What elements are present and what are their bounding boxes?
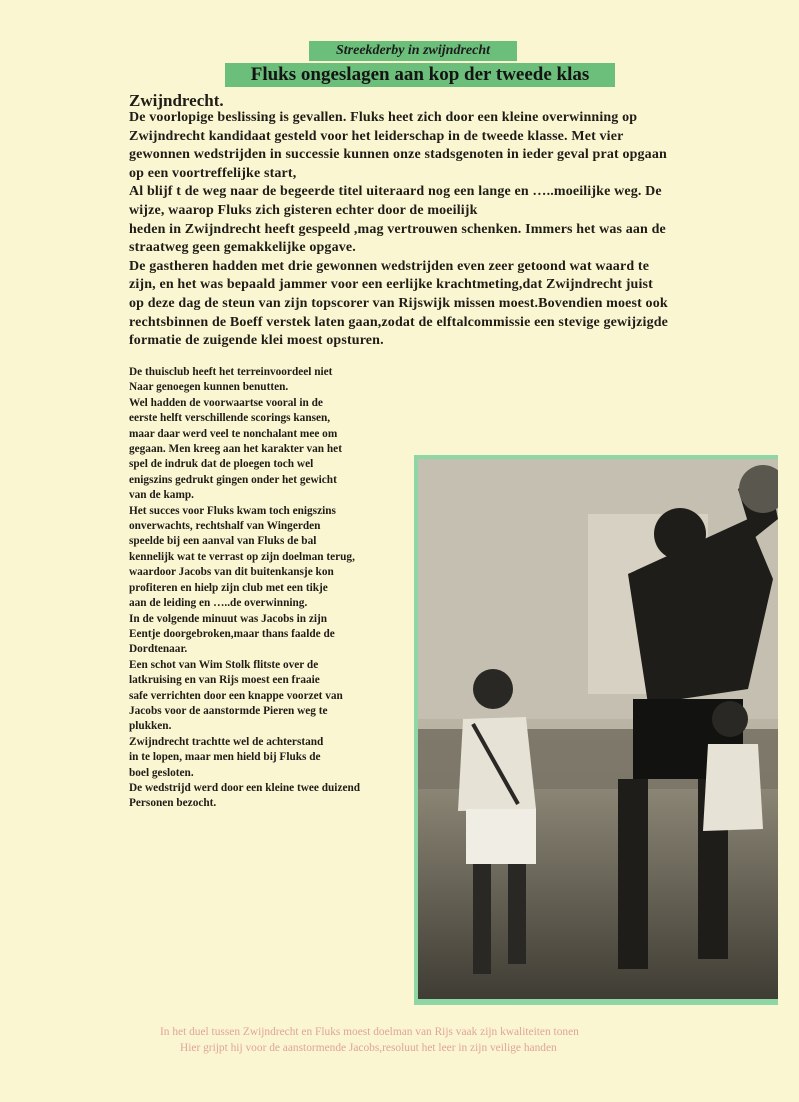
column-line: kennelijk wat te verrast op zijn doelman terug, bbox=[129, 550, 355, 563]
column-line: spel de indruk dat de ploegen toch wel bbox=[129, 458, 314, 471]
column-line: Naar genoegen kunnen benutten. bbox=[129, 381, 289, 394]
lead-line: Al blijf t de weg naar de begeerde titel uiteraard nog een lange en …..moeilijke weg. De bbox=[129, 184, 662, 200]
lead-line: De gastheren hadden met drie gewonnen wedstrijden even zeer getoond wat waard te bbox=[129, 258, 650, 274]
column-line: Het succes voor Fluks kwam toch enigszins bbox=[129, 504, 336, 517]
article-headline: Fluks ongeslagen aan kop der tweede klas bbox=[225, 63, 615, 87]
lead-line: formatie de zuigende klei moest opsturen. bbox=[129, 333, 384, 349]
column-line: van de kamp. bbox=[129, 489, 194, 502]
column-line: Personen bezocht. bbox=[129, 797, 217, 810]
column-line: De wedstrijd werd door een kleine twee duizend bbox=[129, 781, 361, 794]
lead-line: heden in Zwijndrecht heeft gespeeld ,mag vertrouwen schenken. Immers het was aan de bbox=[129, 221, 666, 237]
column-line: maar daar werd veel te nonchalant mee om bbox=[129, 427, 338, 440]
column-line: plukken. bbox=[129, 720, 172, 733]
lead-line: zijn, en het was bepaald jammer voor een eerlijke krachtmeting,dat Zwijndrecht juist bbox=[129, 277, 653, 293]
column-line: boel gesloten. bbox=[129, 766, 194, 779]
column-line: waardoor Jacobs van dit buitenkansje kon bbox=[129, 566, 334, 579]
column-line: enigszins gedrukt gingen onder het gewicht bbox=[129, 473, 337, 486]
caption-line: In het duel tussen Zwijndrecht en Fluks moest doelman van Rijs vaak zijn kwaliteiten tonen bbox=[160, 1026, 579, 1038]
column-line: eerste helft verschillende scorings kansen, bbox=[129, 412, 331, 425]
article-kicker: Streekderby in zwijndrecht bbox=[309, 41, 517, 61]
lead-line: straatweg geen gemakkelijke opgave. bbox=[129, 240, 356, 256]
caption-line: Hier grijpt hij voor de aanstormende Jacobs,resoluut het leer in zijn veilige handen bbox=[180, 1042, 557, 1054]
lead-line: gewonnen wedstrijden in successie kunnen onze stadsgenoten in ieder geval prat opgaan bbox=[129, 147, 667, 163]
article-body-column bbox=[129, 365, 419, 812]
column-line: Wel hadden de voorwaartse vooral in de bbox=[129, 396, 323, 409]
column-line: profiteren en hielp zijn club met een tikje bbox=[129, 581, 328, 594]
column-line: aan de leiding en …..de overwinning. bbox=[129, 597, 308, 610]
lead-line: De voorlopige beslissing is gevallen. Fluks heet zich door een kleine overwinning op bbox=[129, 110, 638, 125]
column-line: In de volgende minuut was Jacobs in zijn bbox=[129, 612, 328, 625]
column-line: in te lopen, maar men hield bij Fluks de bbox=[129, 751, 321, 764]
photo-caption bbox=[160, 1024, 680, 1056]
column-line: latkruising en van Rijs moest een fraaie bbox=[129, 674, 320, 687]
article-lead bbox=[129, 109, 749, 351]
goalkeeper-catch-illustration bbox=[418, 459, 778, 1003]
lead-line: Zwijndrecht kandidaat gesteld voor het leiderschap in de tweede klasse. Met vier bbox=[129, 128, 624, 144]
match-photo bbox=[414, 455, 778, 1005]
lead-line: op deze dag de steun van zijn topscorer van Rijswijk missen moest.Bovendien moest ook bbox=[129, 295, 668, 311]
article-dateline: Zwijndrecht. bbox=[129, 91, 224, 110]
column-line: Een schot van Wim Stolk flitste over de bbox=[129, 658, 319, 671]
lead-line: rechtsbinnen de Boeff verstek laten gaan,zodat de elftalcommissie een stevige gewijzigde bbox=[129, 314, 669, 330]
column-line: De thuisclub heeft het terreinvoordeel niet bbox=[129, 366, 333, 378]
column-line: gegaan. Men kreeg aan het karakter van het bbox=[129, 443, 342, 456]
lead-line: wijze, waarop Fluks zich gisteren echter door de moeilijk bbox=[129, 202, 478, 218]
column-line: speelde bij een aanval van Fluks de bal bbox=[129, 535, 317, 548]
column-line: Dordtenaar. bbox=[129, 643, 188, 656]
column-line: Eentje doorgebroken,maar thans faalde de bbox=[129, 627, 335, 640]
column-line: Zwijndrecht trachtte wel de achterstand bbox=[129, 735, 324, 748]
column-line: onverwachts, rechtshalf van Wingerden bbox=[129, 520, 321, 533]
column-line: safe verrichten door een knappe voorzet van bbox=[129, 689, 343, 702]
column-line: Jacobs voor de aanstormde Pieren weg te bbox=[129, 704, 328, 717]
lead-line: op een voortreffelijke start, bbox=[129, 165, 297, 181]
